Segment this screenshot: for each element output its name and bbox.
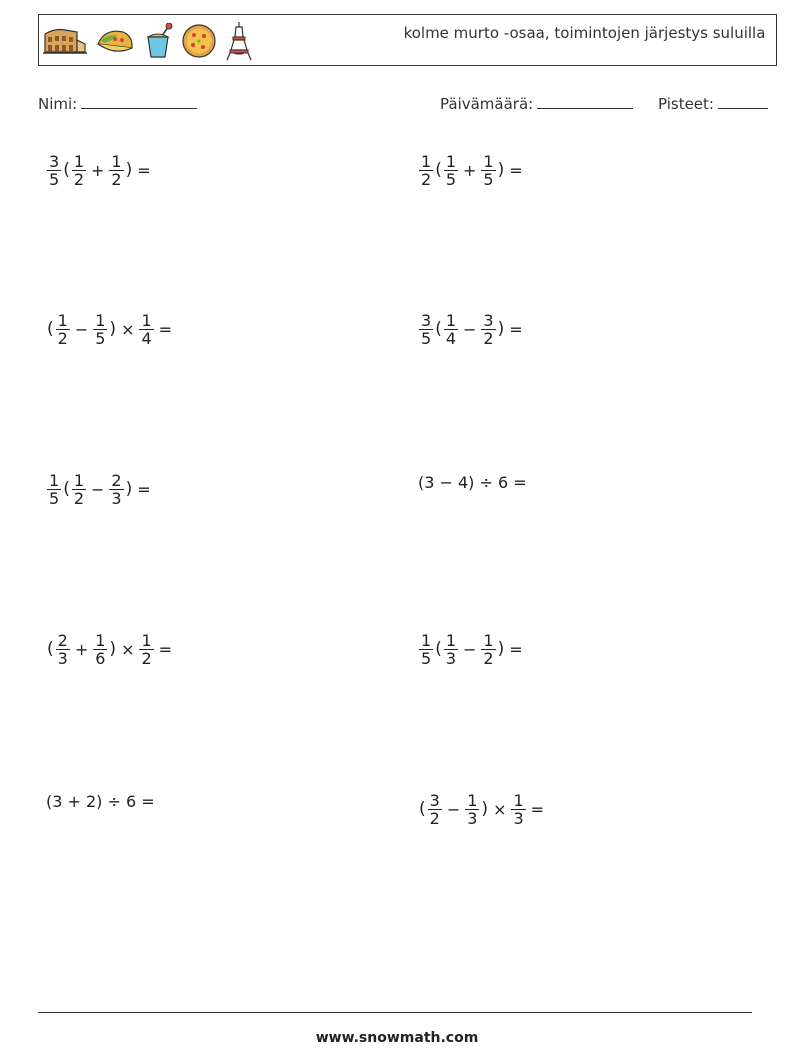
name-blank[interactable] [81, 94, 197, 109]
operator: + [91, 160, 105, 180]
numerator: 1 [57, 310, 68, 330]
problem-8 [418, 624, 527, 674]
fraction [109, 153, 123, 188]
operator: × [121, 319, 135, 339]
denominator: 5 [49, 169, 60, 189]
denominator: 2 [73, 488, 85, 508]
parenthesis: ( [435, 319, 442, 339]
fraction [93, 632, 107, 667]
numerator: 1 [73, 151, 85, 171]
problem-3 [46, 304, 176, 354]
operator: − [74, 319, 89, 339]
score-label: Pisteet: [658, 95, 714, 113]
parenthesis: ) [109, 639, 117, 659]
denominator: 4 [141, 328, 152, 348]
fraction [139, 312, 153, 347]
fraction [444, 632, 458, 667]
worksheet-header [38, 14, 777, 66]
denominator: 2 [483, 648, 494, 668]
colosseum-icon [43, 26, 87, 56]
parenthesis: ( [435, 639, 442, 659]
denominator: 2 [57, 328, 68, 348]
date-blank[interactable] [537, 94, 633, 109]
denominator: 5 [95, 328, 106, 348]
fraction [72, 153, 86, 188]
denominator: 3 [445, 648, 457, 668]
numerator: 2 [111, 470, 122, 490]
operator: − [463, 319, 477, 339]
problem-10 [418, 784, 548, 834]
footer-url[interactable]: www.snowmath.com [315, 1030, 479, 1046]
numerator: 1 [421, 151, 432, 171]
parenthesis: ( [419, 799, 426, 819]
eiffel-tower-icon [225, 21, 253, 61]
parenthesis: ) [125, 479, 133, 499]
date-label: Päivämäärä: [440, 95, 534, 113]
denominator: 4 [445, 328, 457, 348]
fraction [109, 472, 123, 507]
numerator: 3 [49, 151, 60, 171]
parenthesis: ) [481, 799, 489, 819]
numerator: 1 [141, 630, 152, 650]
parenthesis: ) [125, 160, 133, 180]
numerator: 1 [467, 790, 478, 810]
fraction [481, 312, 495, 347]
operator: × [121, 639, 135, 659]
numerator: 1 [445, 630, 457, 650]
denominator: 2 [483, 328, 494, 348]
fraction [481, 153, 495, 188]
parenthesis: ( [63, 479, 70, 499]
numerator: 3 [483, 310, 494, 330]
operator: = [137, 479, 151, 499]
numerator: 1 [95, 630, 106, 650]
numerator: 1 [111, 151, 122, 171]
numerator: 1 [95, 310, 106, 330]
denominator: 5 [421, 328, 432, 348]
numerator: 1 [49, 470, 60, 490]
operator: − [463, 639, 477, 659]
fraction [481, 632, 495, 667]
worksheet-title: kolme murto -osaa, toimintojen järjestys suluilla [403, 24, 766, 42]
denominator: 3 [57, 648, 68, 668]
fraction [511, 792, 525, 827]
problem-9 [46, 776, 155, 826]
name-label: Nimi: [38, 95, 78, 113]
denominator: 2 [111, 169, 122, 189]
numerator: 1 [445, 151, 457, 171]
operator: − [446, 799, 461, 819]
date-field[interactable] [440, 94, 633, 113]
numerator: 1 [513, 790, 524, 810]
numerator: 1 [445, 310, 457, 330]
operator: = [158, 639, 173, 659]
denominator: 5 [49, 488, 60, 508]
denominator: 3 [467, 808, 478, 828]
denominator: 6 [95, 648, 106, 668]
fraction [47, 472, 61, 507]
operator: = [530, 799, 545, 819]
operator: = [509, 160, 523, 180]
fraction [139, 632, 153, 667]
problem-2 [418, 145, 527, 195]
fraction [72, 472, 86, 507]
parenthesis: ) [497, 639, 505, 659]
fraction [419, 632, 433, 667]
expression-text: (3 + 2) ÷ 6 = [46, 791, 155, 811]
problem-6 [418, 457, 527, 507]
denominator: 3 [111, 488, 122, 508]
operator: + [463, 160, 477, 180]
operator: = [158, 319, 173, 339]
fraction [465, 792, 479, 827]
numerator: 3 [421, 310, 432, 330]
denominator: 5 [445, 169, 457, 189]
taco-icon [95, 26, 135, 56]
denominator: 5 [421, 648, 432, 668]
denominator: 2 [429, 808, 440, 828]
parenthesis: ( [47, 319, 54, 339]
fraction [444, 312, 458, 347]
problem-5 [46, 464, 155, 514]
problem-7 [46, 624, 176, 674]
problem-1 [46, 145, 155, 195]
denominator: 2 [421, 169, 432, 189]
numerator: 2 [57, 630, 68, 650]
numerator: 1 [141, 310, 152, 330]
fraction [47, 153, 61, 188]
denominator: 2 [141, 648, 152, 668]
pizza-icon [181, 23, 217, 59]
denominator: 2 [73, 169, 85, 189]
fraction [93, 312, 107, 347]
parenthesis: ) [497, 160, 505, 180]
fraction [419, 312, 433, 347]
parenthesis: ( [63, 160, 70, 180]
denominator: 5 [483, 169, 494, 189]
parenthesis: ( [47, 639, 54, 659]
problem-4 [418, 304, 527, 354]
header-icons [43, 21, 253, 61]
score-field[interactable] [658, 94, 768, 113]
numerator: 1 [483, 151, 494, 171]
operator: = [509, 319, 523, 339]
sand-bucket-icon [143, 23, 173, 59]
fraction [56, 312, 70, 347]
denominator: 3 [513, 808, 524, 828]
parenthesis: ) [497, 319, 505, 339]
numerator: 1 [483, 630, 494, 650]
numerator: 1 [421, 630, 432, 650]
name-field[interactable] [38, 94, 197, 113]
numerator: 3 [429, 790, 440, 810]
operator: = [509, 639, 523, 659]
operator: − [91, 479, 105, 499]
operator: + [74, 639, 89, 659]
fraction [444, 153, 458, 188]
fraction [419, 153, 433, 188]
parenthesis: ( [435, 160, 442, 180]
expression-text: (3 − 4) ÷ 6 = [418, 472, 527, 492]
parenthesis: ) [109, 319, 117, 339]
footer-divider [38, 1012, 752, 1013]
fraction [428, 792, 442, 827]
score-blank[interactable] [718, 94, 768, 109]
fraction [56, 632, 70, 667]
operator: × [493, 799, 507, 819]
operator: = [137, 160, 151, 180]
numerator: 1 [73, 470, 85, 490]
